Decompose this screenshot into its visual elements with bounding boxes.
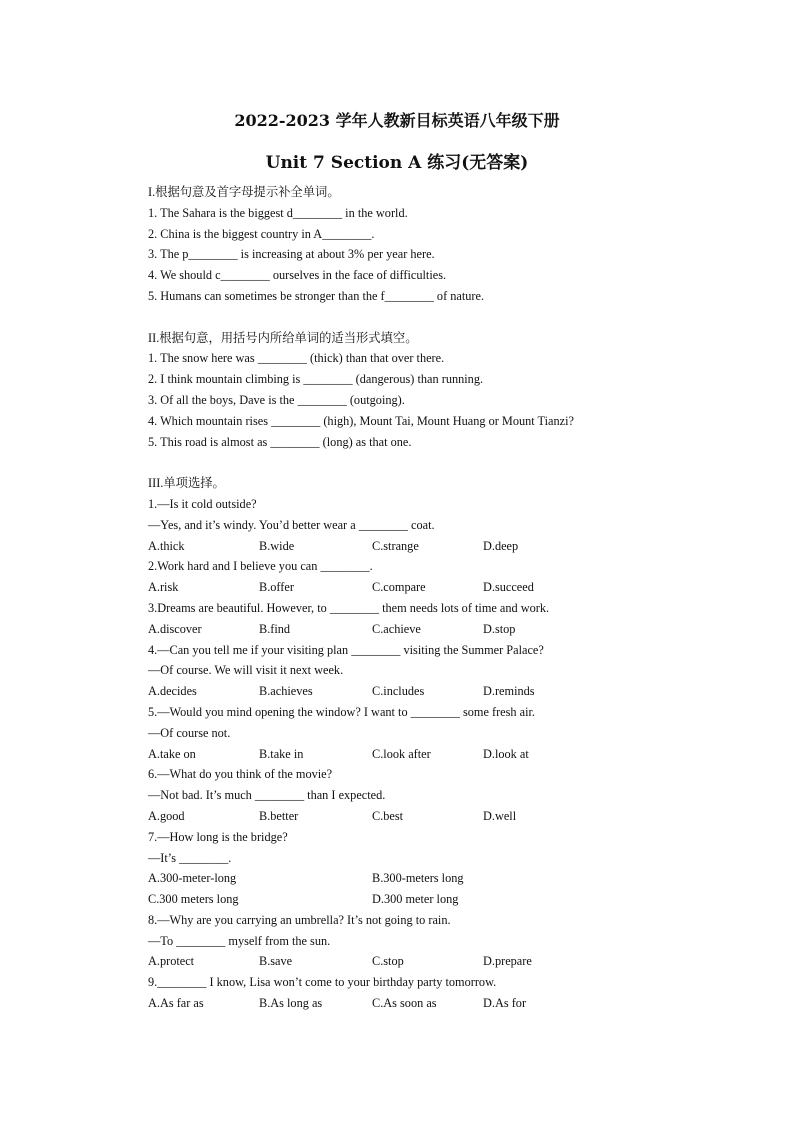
option-d: D.look at: [483, 746, 529, 761]
option-d: D.reminds: [483, 684, 535, 699]
question-stem: 5.—Would you mind opening the window? I want to ________ some fresh air.: [148, 704, 535, 719]
option-b: B.300-meters long: [372, 871, 464, 886]
option-b: B.As long as: [259, 996, 323, 1011]
option-b: B.wide: [259, 538, 295, 553]
option-a: A.thick: [148, 538, 185, 553]
page-subtitle: Unit 7 Section A 练习(无答案): [265, 153, 529, 173]
spacer: [148, 307, 668, 328]
option-b: B.offer: [259, 580, 294, 595]
option-d: D.well: [483, 808, 517, 823]
answer-options: [148, 744, 668, 765]
option-a: A.take on: [148, 746, 196, 761]
question-stem: 3.Dreams are beautiful. However, to ________ them needs lots of time and work.: [148, 600, 550, 615]
question-stem: 6.—What do you think of the movie?: [148, 767, 333, 782]
option-c: C.stop: [372, 954, 404, 969]
section-heading: III.单项选择。: [148, 476, 225, 491]
question-line: 3. The p________ is increasing at about 3% per year here.: [148, 247, 435, 262]
question-stem: —It’s ________.: [148, 850, 232, 865]
option-c: C.strange: [372, 538, 419, 553]
question-line: 5. This road is almost as ________ (long) as that one.: [148, 434, 412, 449]
option-c: C.300 meters long: [148, 892, 239, 907]
question-stem: 2.Work hard and I believe you can ________.: [148, 559, 373, 574]
answer-options: [148, 619, 668, 640]
page-title: 2022-2023 学年人教新目标英语八年级下册: [234, 111, 560, 130]
question-line: 1. The Sahara is the biggest d________ in the world.: [148, 205, 408, 220]
option-d: D.succeed: [483, 580, 534, 595]
question-stem: 9.________ I know, Lisa won’t come to your birthday party tomorrow.: [148, 975, 497, 990]
question-stem: —Not bad. It’s much ________ than I expected.: [148, 788, 386, 803]
answer-options: [148, 681, 668, 702]
answer-options: [148, 536, 668, 557]
option-c: C.As soon as: [372, 996, 437, 1011]
option-d: D.prepare: [483, 954, 532, 969]
question-stem: 8.—Why are you carrying an umbrella? It’s not going to rain.: [148, 912, 451, 927]
option-b: B.better: [259, 808, 299, 823]
question-line: 2. I think mountain climbing is ________ (dangerous) than running.: [148, 372, 484, 387]
question-stem: 1.—Is it cold outside?: [148, 496, 257, 511]
option-d: D.As for: [483, 996, 527, 1011]
option-d: D.deep: [483, 538, 519, 553]
question-line: 4. We should c________ ourselves in the face of difficulties.: [148, 268, 447, 283]
question-line: 1. The snow here was ________ (thick) than that over there.: [148, 351, 445, 366]
option-c: C.compare: [372, 580, 426, 595]
question-line: 5. Humans can sometimes be stronger than the f________ of nature.: [148, 288, 485, 303]
option-b: B.take in: [259, 746, 304, 761]
answer-options: [148, 993, 668, 1014]
option-c: C.look after: [372, 746, 431, 761]
option-a: A.decides: [148, 684, 197, 699]
section-heading: I.根据句意及首字母提示补全单词。: [148, 185, 340, 199]
question-line: 3. Of all the boys, Dave is the ________ (outgoing).: [148, 392, 405, 407]
option-a: A.risk: [148, 580, 179, 595]
option-d: D.300 meter long: [372, 892, 459, 907]
option-c: C.includes: [372, 684, 425, 699]
question-stem: —To ________ myself from the sun.: [148, 933, 331, 948]
option-a: A.protect: [148, 954, 195, 969]
question-stem: —Of course not.: [148, 725, 231, 740]
question-line: 2. China is the biggest country in A________.: [148, 226, 375, 241]
option-a: A.300-meter-long: [148, 871, 237, 886]
worksheet-body: [148, 182, 668, 1014]
option-b: B.achieves: [259, 684, 313, 699]
section-heading: II.根据句意，用括号内所给单词的适当形式填空。: [148, 330, 418, 345]
question-stem: 4.—Can you tell me if your visiting plan ________ visiting the Summer Palace?: [148, 642, 544, 657]
answer-options: [148, 868, 668, 889]
question-stem: 7.—How long is the bridge?: [148, 829, 288, 844]
question-line: 4. Which mountain rises ________ (high), Mount Tai, Mount Huang or Mount Tianzi?: [148, 413, 574, 428]
question-stem: —Yes, and it’s windy. You’d better wear a ________ coat.: [148, 517, 435, 532]
option-a: A.good: [148, 808, 185, 823]
answer-options: [148, 951, 668, 972]
answer-options: [148, 806, 668, 827]
option-c: C.achieve: [372, 621, 421, 636]
option-a: A.As far as: [148, 996, 204, 1011]
question-stem: —Of course. We will visit it next week.: [148, 663, 344, 678]
option-d: D.stop: [483, 621, 516, 636]
option-b: B.save: [259, 954, 293, 969]
option-c: C.best: [372, 808, 404, 823]
spacer: [148, 452, 668, 473]
option-b: B.find: [259, 621, 291, 636]
answer-options: [148, 889, 668, 910]
option-a: A.discover: [148, 621, 202, 636]
answer-options: [148, 577, 668, 598]
